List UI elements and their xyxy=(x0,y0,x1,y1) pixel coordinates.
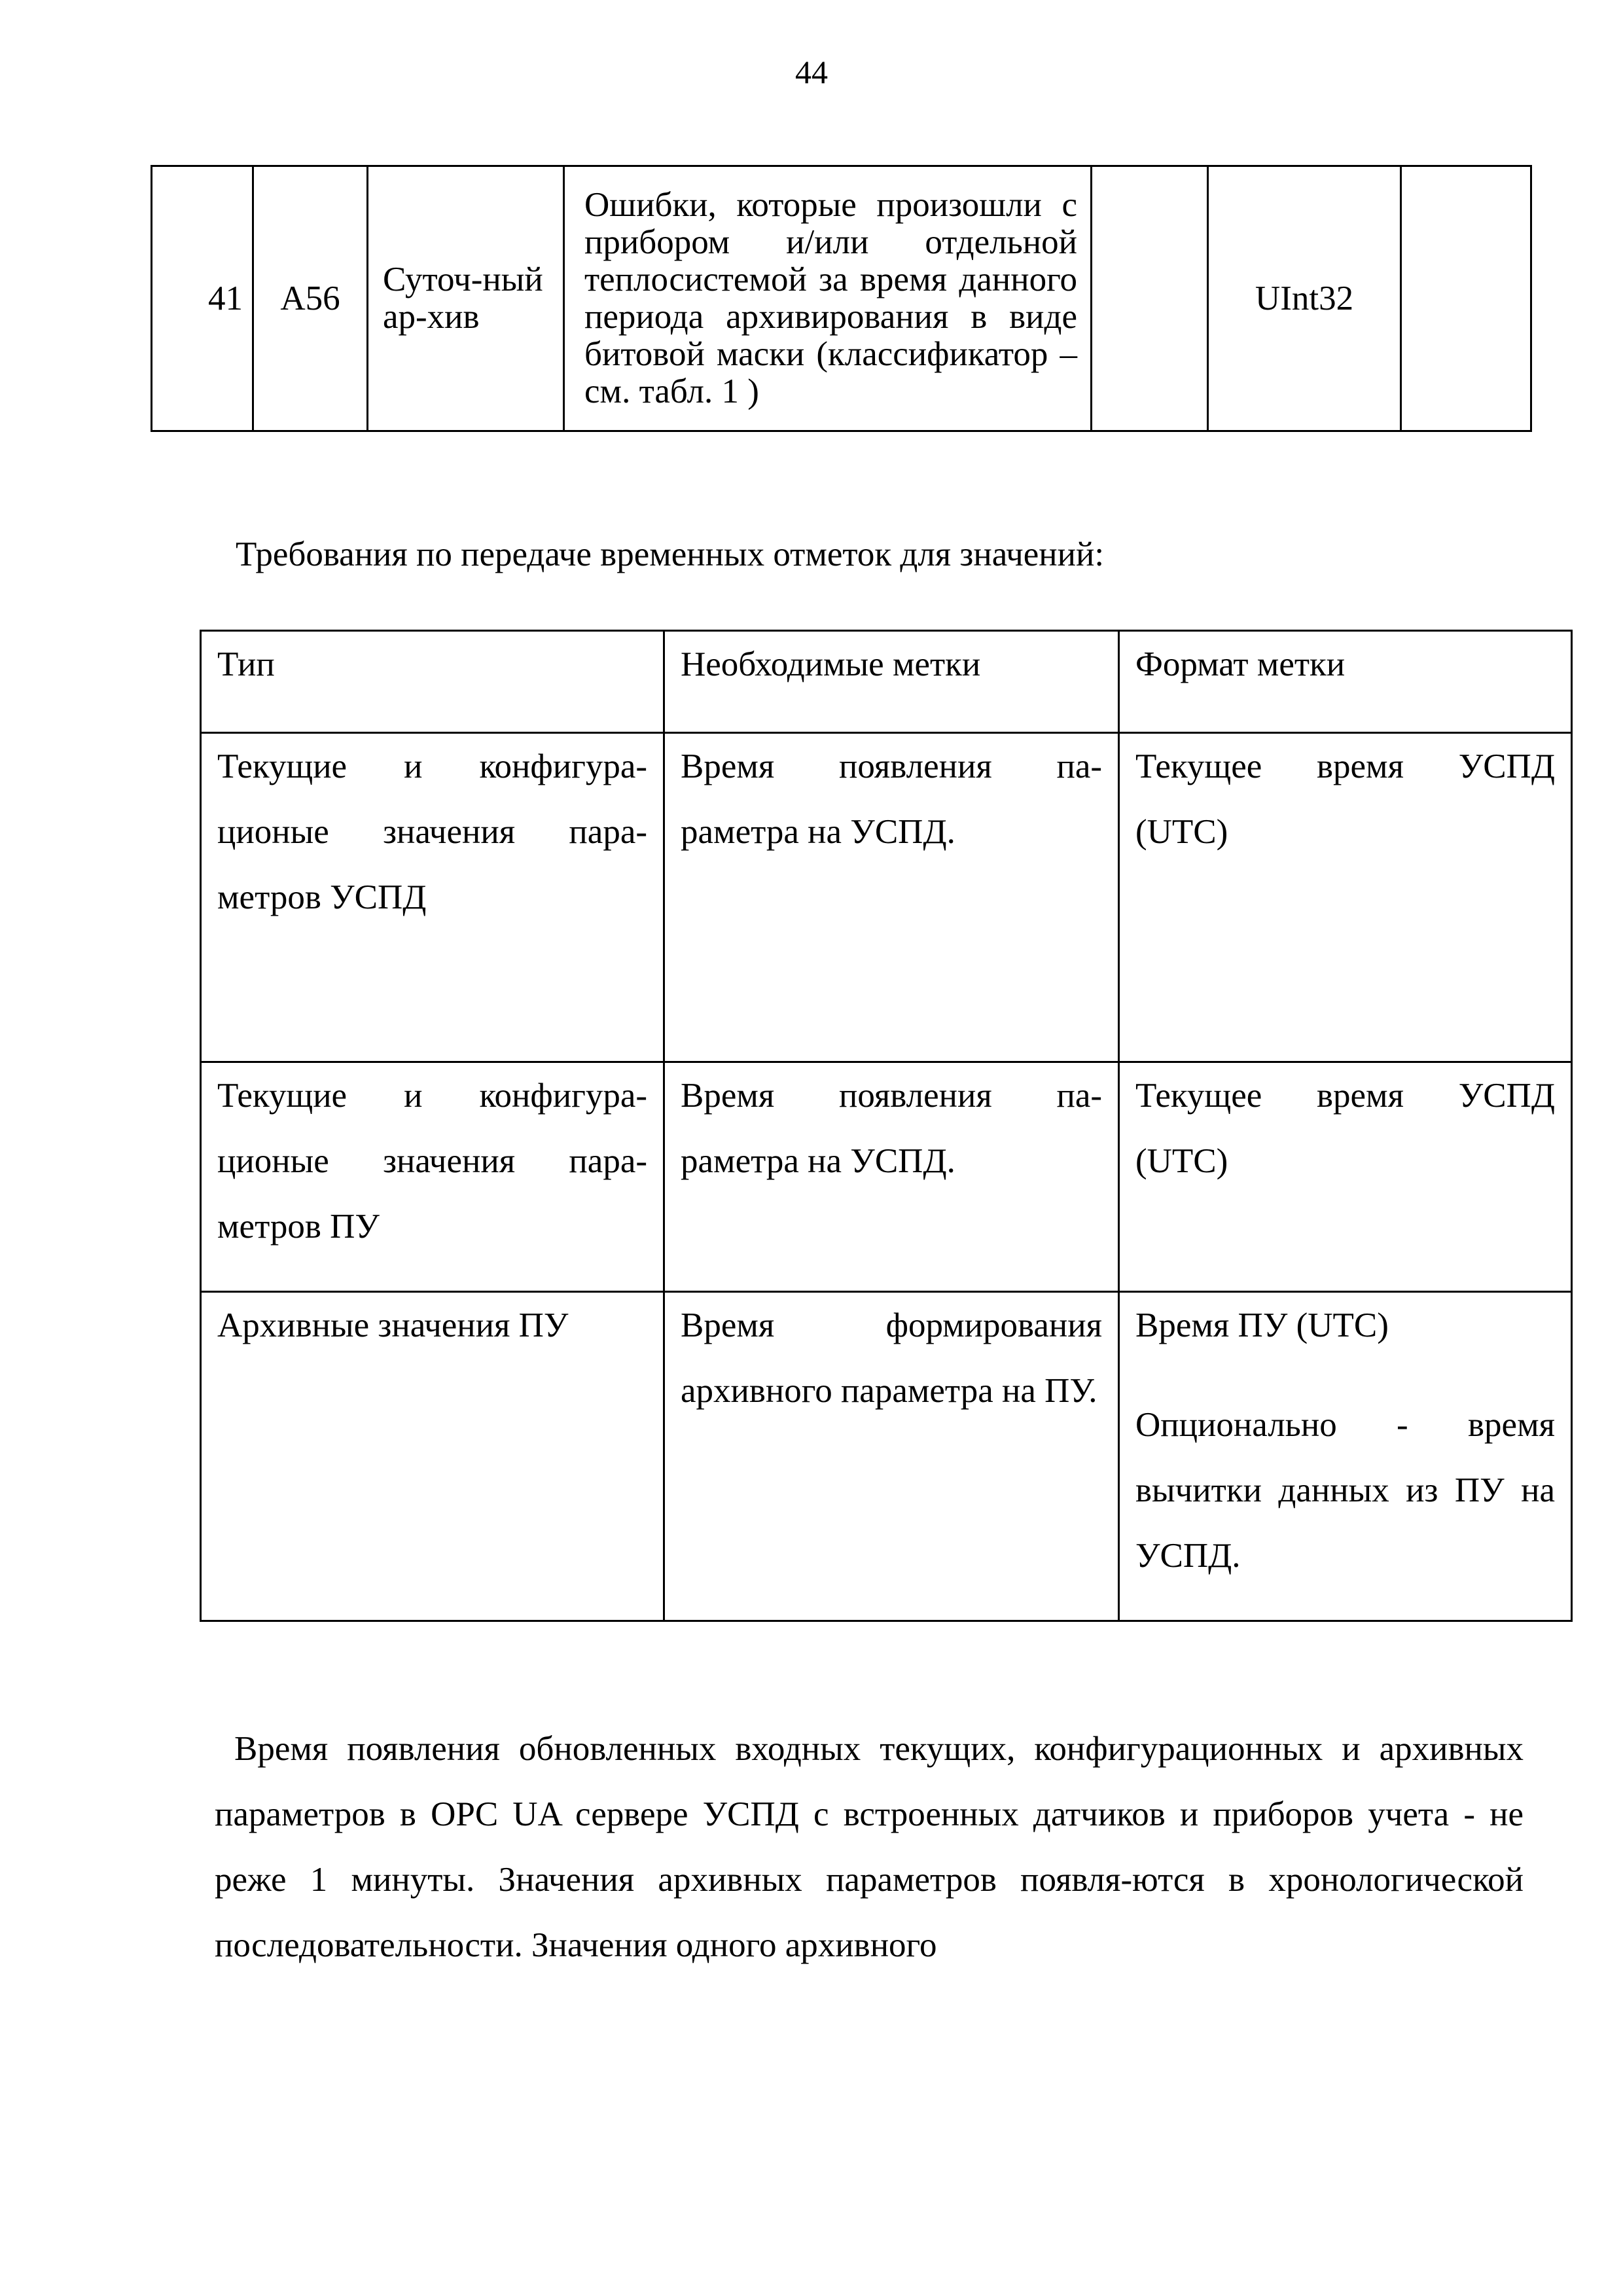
body-paragraph xyxy=(215,1716,1524,1978)
row-empty-cell xyxy=(1401,166,1531,431)
cell-format-text: Текущее время УСПД (UTC) xyxy=(1135,1077,1555,1180)
table-header-row xyxy=(201,631,1572,733)
timestamp-requirements-table xyxy=(200,630,1573,1622)
cell-format-text: Текущее время УСПД (UTC) xyxy=(1135,747,1555,851)
row-number: 41 xyxy=(152,166,253,431)
page-number: 44 xyxy=(795,54,828,90)
column-header-labels: Необходимые метки xyxy=(664,631,1119,733)
cell-format xyxy=(1119,1062,1572,1292)
cell-labels: Время появления па-раметра на УСПД. xyxy=(664,1062,1119,1292)
table-row xyxy=(152,166,1531,431)
row-code: A56 xyxy=(253,166,368,431)
body-paragraph-text: Время появления обновленных входных текущих, конфигурационных и архивных параметров в OPC UA сервере УСПД с встроенных датчиков и приборов учета - не реже 1 минуты. Значения архивных параметров появля-ются в хронологической последовательности. Значения одного архивного xyxy=(215,1730,1524,1964)
cell-type: Текущие и конфигура-ционые значения пара-метров УСПД xyxy=(201,733,664,1062)
cell-format xyxy=(1119,733,1572,1062)
column-header-type: Тип xyxy=(201,631,664,733)
cell-format xyxy=(1119,1292,1572,1621)
section-heading: Требования по передаче временных отметок для значений: xyxy=(236,535,1105,573)
row-name xyxy=(368,166,564,431)
row-data-type: UInt32 xyxy=(1208,166,1401,431)
cell-labels: Время формирования архивного параметра на ПУ. xyxy=(664,1292,1119,1621)
cell-format-text: Время ПУ (UTC) xyxy=(1135,1306,1389,1344)
row-description: Ошибки, которые произошли с прибором и/или отдельной теплосистемой за время данного периода архивирования в виде битовой маски (классификатор – см. табл. 1 ) xyxy=(564,166,1092,431)
parameters-table-continuation xyxy=(151,165,1532,432)
column-header-format: Формат метки xyxy=(1119,631,1572,733)
table-row xyxy=(201,1062,1572,1292)
table-row xyxy=(201,733,1572,1062)
table-row xyxy=(201,1292,1572,1621)
cell-format-optional: Опционально - время вычитки данных из ПУ на УСПД. xyxy=(1135,1406,1555,1575)
row-name-text: Суточ-ный ар-хив xyxy=(383,260,543,336)
cell-labels: Время появления па-раметра на УСПД. xyxy=(664,733,1119,1062)
cell-type: Архивные значения ПУ xyxy=(201,1292,664,1621)
row-empty-cell xyxy=(1092,166,1208,431)
cell-type: Текущие и конфигура-ционые значения пара-метров ПУ xyxy=(201,1062,664,1292)
